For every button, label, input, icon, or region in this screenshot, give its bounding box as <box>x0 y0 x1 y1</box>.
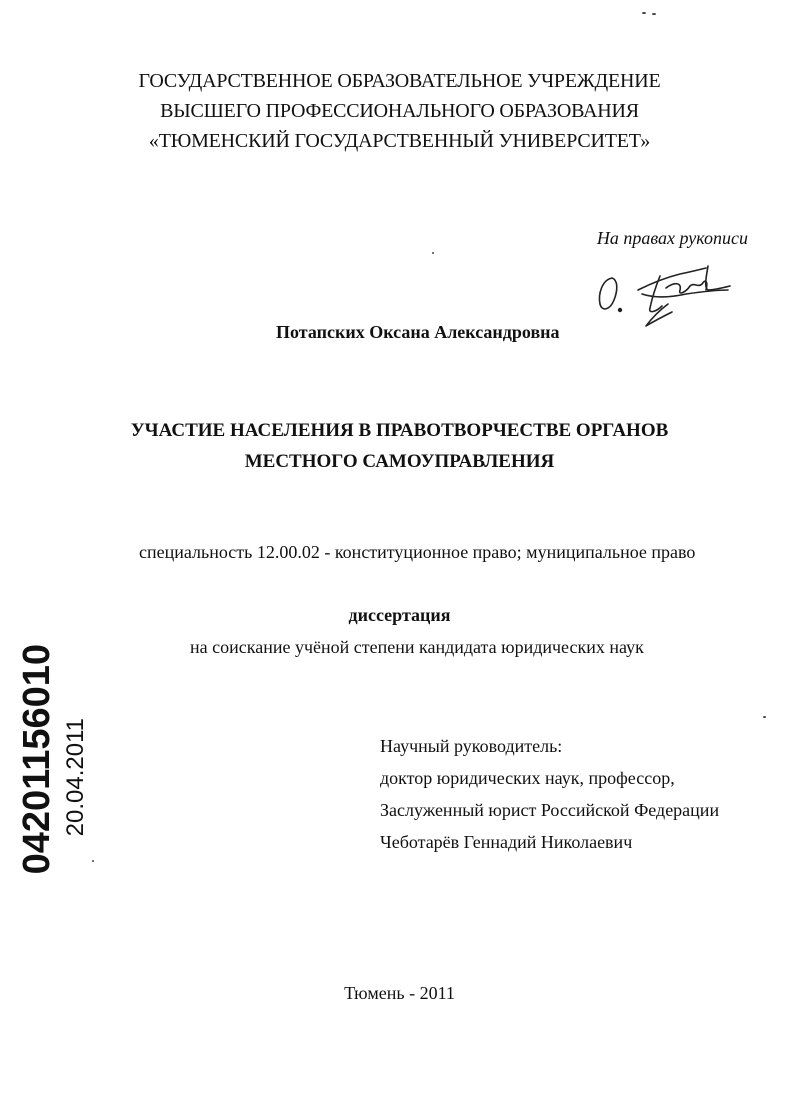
stamp-date: 20.04.2011 <box>62 718 89 837</box>
supervisor-name: Чеботарёв Геннадий Николаевич <box>380 832 633 852</box>
signature-icon <box>590 254 740 334</box>
specialty-line: специальность 12.00.02 - конституционное право; муниципальное право <box>139 542 696 562</box>
library-stamp <box>14 640 94 880</box>
supervisor-heading: Научный руководитель: <box>380 736 563 756</box>
institution-header <box>0 66 799 156</box>
dissertation-title <box>0 415 799 477</box>
supervisor-honor: Заслуженный юрист Российской Федерации <box>380 800 720 820</box>
degree-line: на соискание учёной степени кандидата юридических наук <box>190 637 644 657</box>
supervisor-block <box>380 730 719 858</box>
scan-speck <box>652 13 656 15</box>
stamp-number: 04201156010 <box>16 644 58 875</box>
city-year: Тюмень - 2011 <box>344 983 455 1003</box>
scan-speck <box>763 716 766 718</box>
supervisor-degree: доктор юридических наук, профессор, <box>380 768 675 788</box>
scan-speck <box>432 252 434 254</box>
title-line-2: МЕСТНОГО САМОУПРАВЛЕНИЯ <box>244 451 555 472</box>
institution-line-2: ВЫСШЕГО ПРОФЕССИОНАЛЬНОГО ОБРАЗОВАНИЯ <box>160 100 639 122</box>
dissertation-type: диссертация <box>348 605 451 625</box>
scan-speck <box>642 12 646 14</box>
title-line-1: УЧАСТИЕ НАСЕЛЕНИЯ В ПРАВОТВОРЧЕСТВЕ ОРГАНОВ <box>130 420 669 441</box>
institution-line-1: ГОСУДАРСТВЕННОЕ ОБРАЗОВАТЕЛЬНОЕ УЧРЕЖДЕНИЕ <box>138 70 661 92</box>
institution-line-3: «ТЮМЕНСКИЙ ГОСУДАРСТВЕННЫЙ УНИВЕРСИТЕТ» <box>148 130 651 152</box>
manuscript-rights-note: На правах рукописи <box>596 228 748 248</box>
author-name: Потапских Оксана Александровна <box>276 322 560 342</box>
scan-speck <box>92 860 94 862</box>
